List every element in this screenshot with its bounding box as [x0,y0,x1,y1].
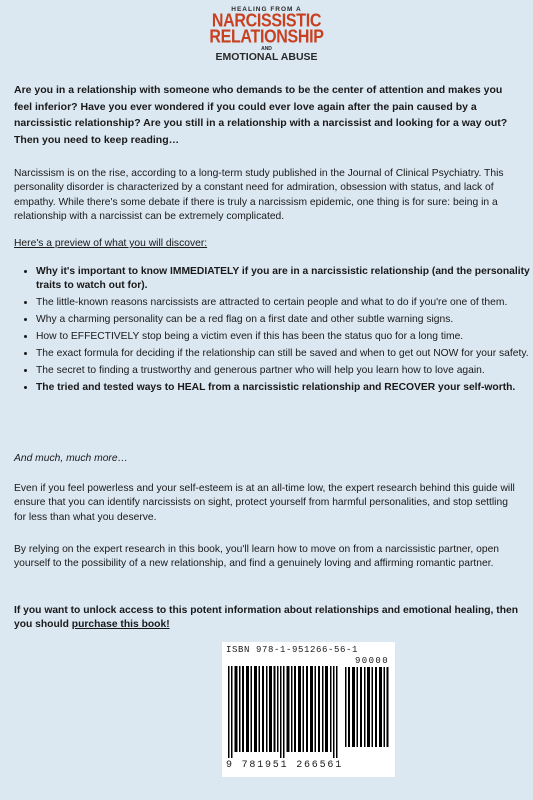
book-logo [200,6,333,63]
intro-paragraph: Narcissism is on the rise, according to a long-term study published in the Journal of Clinical Psychiatry. This personality disorder is characterized by a constant need for admiration, obsession with status, and lack of empathy. While there's some debate if there is truly a narcissism epidemic, one thing is for sure: being in a relationship with a narcissist can be extremely complicated. [14,168,504,222]
purchase-link[interactable]: purchase this book! [71,619,170,631]
bullet-item: • The little-known reasons narcissists are attracted to certain people and what to do if you're one of them. [36,296,533,310]
logo-line-5: EMOTIONAL ABUSE [215,51,318,63]
barcode-bars [228,666,340,758]
bullet-item: • The exact formula for deciding if the relationship can still be saved and when to get out NOW for your safety. [36,347,533,361]
preview-heading: Here's a preview of what you will discover: [14,238,208,249]
bullet-item: • The secret to finding a trustworthy and generous partner who will help you learn how to love again. [36,364,533,378]
isbn-barcode [222,642,395,777]
bullet-item: • Why a charming personality can be a red flag on a first date and other subtle warning signs. [36,313,533,327]
paragraph-3: Even if you feel powerless and your self-esteem is at an all-time low, the expert research behind this guide will ensure that you can identify narcissists on sight, protect yourself from harmful personalities, and stop settling for less than what you deserve. [14,483,515,523]
paragraph-4: By relying on the expert research in this book, you'll learn how to move on from a narcissistic partner, open yourself to the possibility of a new relationship, and find a genuinely loving and affirming romantic partner. [14,544,500,570]
bullet-item: • Why it's important to know IMMEDIATELY if you are in a narcissistic relationship (and the personality traits to watch out for). [36,265,533,294]
logo-line-2: NARCISSISTIC [211,11,322,32]
logo-line-1: HEALING FROM A [231,6,302,13]
logo-line-3: RELATIONSHIP [209,27,324,48]
barcode-digits: 9 781951 266561 [226,760,344,771]
price-code: 90000 [354,656,389,666]
and-more-text: And much, much more… [14,453,128,464]
closing-paragraph [14,604,519,633]
bullet-item: • The tried and tested ways to HEAL from a narcissistic relationship and RECOVER your self-worth. [36,381,533,395]
bullet-item: • How to EFFECTIVELY stop being a victim even if this has been the status quo for a long time. [36,330,533,344]
bullet-list [16,265,533,398]
price-barcode-bars [345,667,389,747]
closing-text: If you want to unlock access to this potent information about relationships and emotional healing, then you should [14,605,519,631]
logo-line-4: AND [261,46,272,52]
isbn-text: ISBN 978-1-951266-56-1 [226,645,359,655]
lead-paragraph: Are you in a relationship with someone who demands to be the center of attention and makes you feel inferior? Have you ever wondered if you could ever love again after the pain caused by a narcissistic relationship? Are you still in a relationship with a narcissist and looking for a way out? Then you need to keep reading… [14,84,508,146]
